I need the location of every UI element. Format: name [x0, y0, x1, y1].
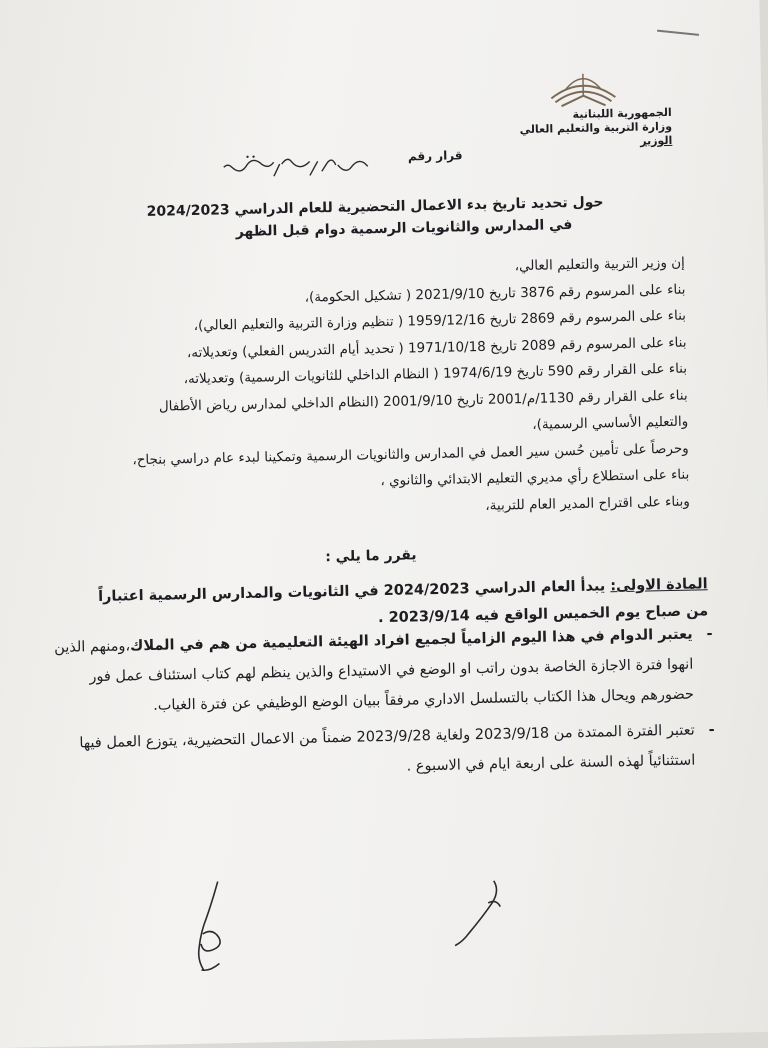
signature-right — [448, 872, 530, 954]
preamble-line: بناء على القرار رقم 590 تاريخ 1974/6/19 ( النظام الداخلي للثانويات الرسمية) وتعديلاته، — [57, 356, 687, 396]
bullet-2-text: تعتبر الفترة الممتدة من 2023/9/18 ولغاية 2023/9/28 ضمناً من الاعمال التحضيرية، يتوزع العمل فيها استثنائياً لهذه السنة على اربعة ايام في الاسبوع . — [79, 723, 695, 775]
bullet-1-emphasis: يعتبر الدوام في هذا اليوم الزامياً لجميع افراد الهيئة التعليمية من هم في الملاك — [130, 627, 693, 655]
article-1-label: المادة الاولى: — [610, 576, 708, 594]
preamble — [55, 250, 690, 528]
decision-label: قرار رقم — [322, 148, 462, 165]
handwritten-decision-number — [217, 146, 378, 183]
title-line-2: في المدارس والثانويات الرسمية دوام قبل الظهر — [204, 213, 604, 243]
preamble-line: بناء على استطلاع رأي مديري التعليم الابتدائي والثانوي ، — [59, 462, 689, 502]
preamble-line: بناء على المرسوم رقم 3876 تاريخ 2021/9/10 ( تشكيل الحكومة)، — [55, 276, 685, 316]
bullet-1-text: ،ومنهم الذين انهوا فترة الاجازة الخاصة بدون راتب او الوضع في الاستيداع والذين ينظم لهم كتاب استئناف عمل فور حضورهم ويحال هذا الكتاب بالتسلسل الاداري مرفقاً ببيان الوضع الوظيفي عن فترة الغياب. — [54, 638, 694, 714]
preamble-line: والتعليم الأساسي الرسمية)، — [58, 409, 688, 449]
bullet-item: - يعتبر الدوام في هذا اليوم الزامياً لجميع افراد الهيئة التعليمية من هم في الملاك،ومنهم الذين انهوا فترة الاجازة الخاصة بدون راتب او الوضع في الاستيداع والذين ينظم لهم كتاب استئناف عمل فور حضورهم ويحال هذا الكتاب بالتسلسل الاداري مرفقاً ببيان الوضع الوظيفي عن فترة الغياب. — [52, 619, 714, 723]
pen-mark — [657, 30, 699, 36]
article-1-bullets — [52, 619, 715, 789]
article-1-text: يبدأ العام الدراسي 2024/2023 في الثانويات والمدارس الرسمية اعتباراً من صباح يوم الخميس الواقع فيه 2023/9/14 . — [98, 578, 708, 626]
ministry-logo-icon — [543, 67, 624, 109]
document-title — [203, 191, 604, 243]
preamble-line: وبناء على اقتراح المدير العام للتربية، — [60, 488, 690, 528]
title-line-1: حول تحديد تاريخ بدء الاعمال التحضيرية للعام الدراسي 2024/2023 — [203, 191, 603, 221]
bullet-item: - تعتبر الفترة الممتدة من 2023/9/18 ولغاية 2023/9/28 ضمناً من الاعمال التحضيرية، يتوزع العمل فيها استثنائياً لهذه السنة على اربعة ايام في الاسبوع . — [54, 715, 715, 789]
minister-label: الوزير — [512, 134, 672, 151]
preamble-line: بناء على القرار رقم 1130/م/2001 تاريخ 2001/9/10 (النظام الداخلي لمدارس رياض الأطفال — [57, 382, 687, 422]
republic-name: الجمهورية اللبنانية — [512, 106, 672, 123]
preamble-line: بناء على المرسوم رقم 2869 تاريخ 1959/12/16 ( تنظيم وزارة التربية والتعليم العالي)، — [56, 303, 686, 343]
signature-left — [178, 873, 260, 985]
resolves-heading: يقرر ما يلي : — [291, 547, 451, 566]
letterhead — [512, 106, 673, 151]
preamble-line: إن وزير التربية والتعليم العالي، — [55, 250, 685, 290]
preamble-line: بناء على المرسوم رقم 2089 تاريخ 1971/10/18 ( تحديد أيام التدريس الفعلي) وتعديلاته، — [56, 329, 686, 369]
ministry-name: وزارة التربية والتعليم العالي — [512, 120, 672, 137]
preamble-line: وحرصاً على تأمين حُسن سير العمل في المدارس والثانويات الرسمية وتمكينا لبدء عام دراسي بنجاح، — [59, 435, 689, 475]
